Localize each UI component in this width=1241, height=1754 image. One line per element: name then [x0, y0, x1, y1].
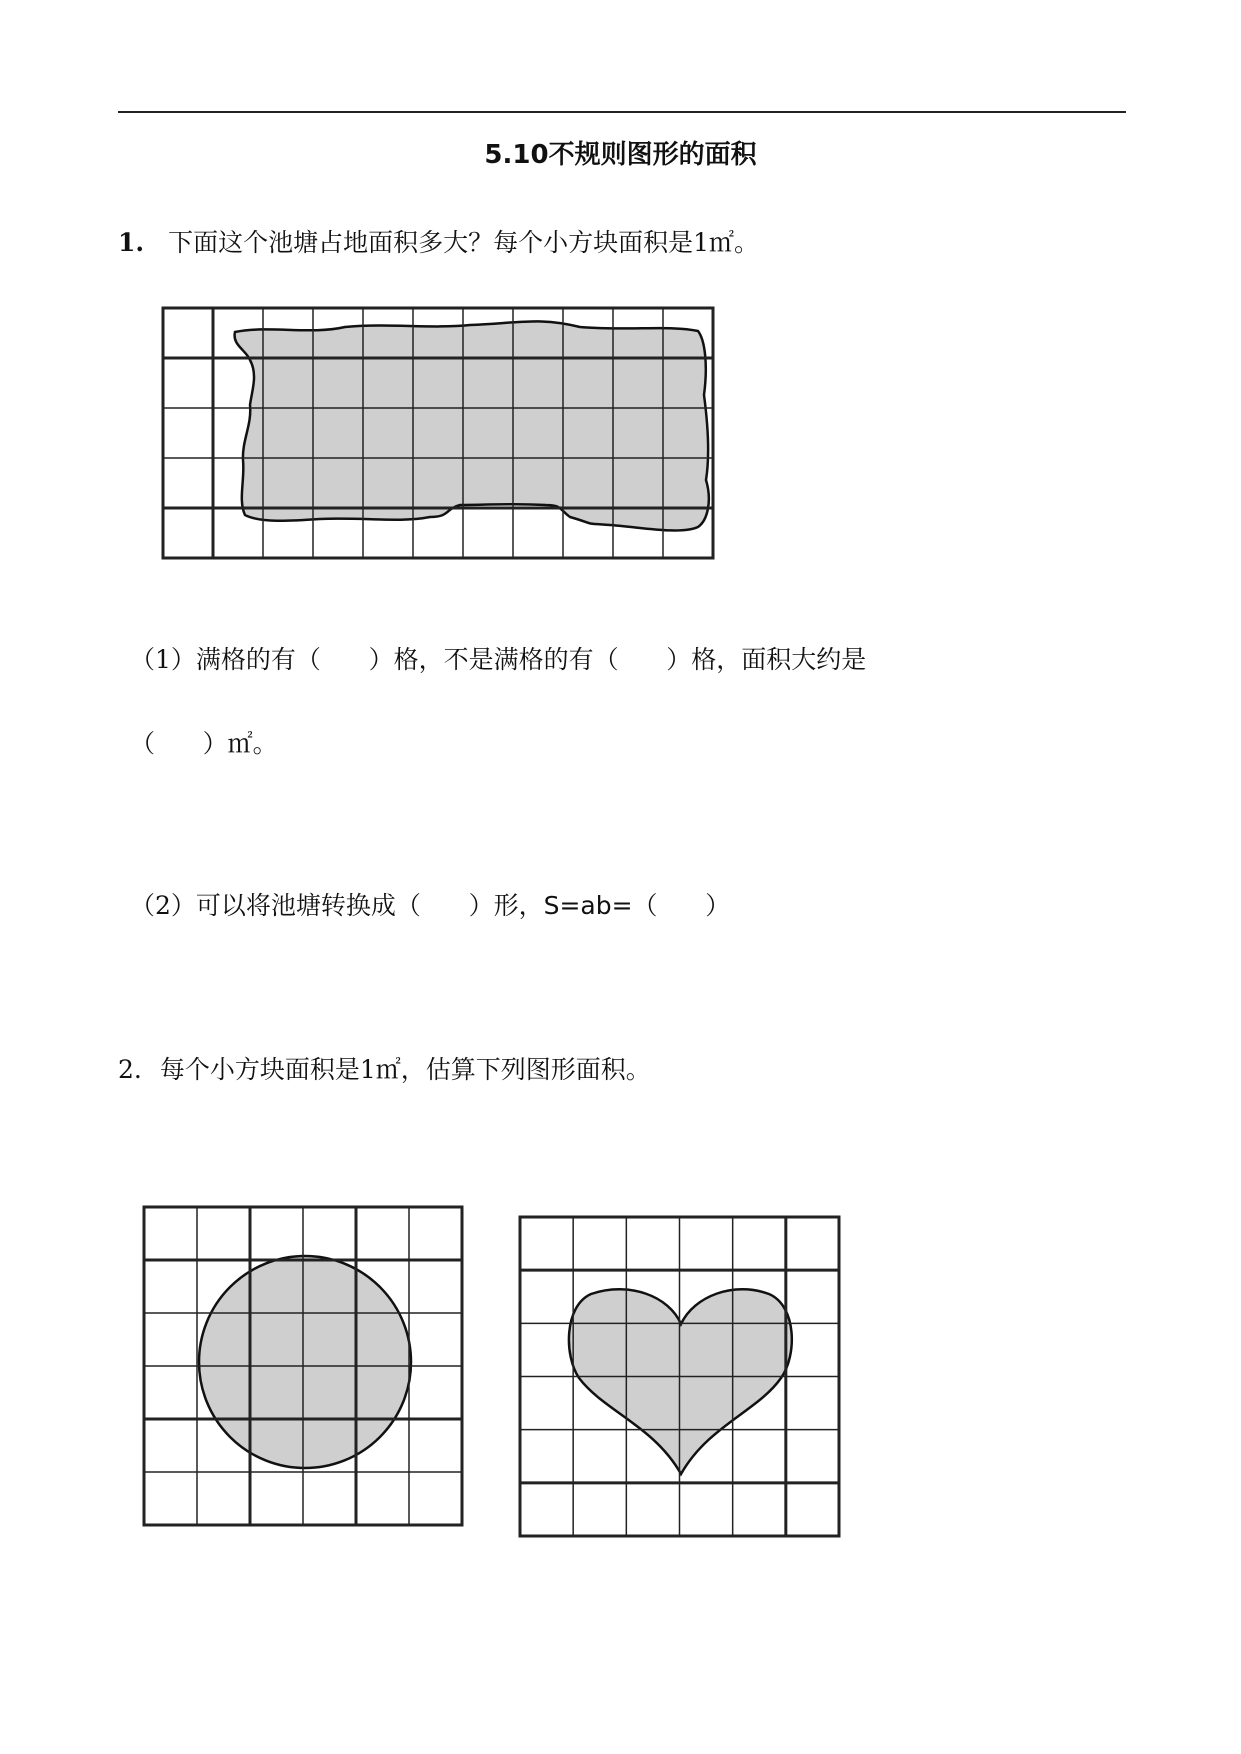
page-title: 5.10不规则图形的面积	[484, 140, 757, 170]
question-1-text: 下面这个池塘占地面积多大？每个小方块面积是1㎡。	[168, 228, 760, 257]
circle-grid-figure	[143, 1206, 463, 1526]
question-1-part-2	[130, 886, 730, 922]
circle-grid-lines	[144, 1207, 462, 1525]
question-1-part-1-line-1: （1）满格的有（ ）格，不是满格的有（ ）格，面积大约是	[130, 645, 867, 674]
question-1-number: 1.	[118, 228, 145, 257]
heart-grid-figure	[519, 1216, 840, 1537]
pond-shape	[235, 321, 709, 530]
question-1-part-2-formula: S=ab=（ ）	[543, 891, 731, 920]
question-1	[118, 223, 759, 259]
question-2-number: 2.	[118, 1055, 142, 1084]
circle-shape	[199, 1256, 411, 1468]
question-2	[118, 1050, 651, 1086]
heart-shape	[569, 1289, 792, 1474]
pond-grid-figure	[160, 305, 720, 565]
heart-grid-lines	[520, 1217, 839, 1536]
question-1-part-1-line-2: （ ）㎡。	[130, 729, 278, 758]
header-rule	[118, 111, 1126, 113]
question-2-text: 每个小方块面积是1㎡，估算下列图形面积。	[159, 1055, 651, 1084]
question-1-part-2-prefix: （2）可以将池塘转换成（ ）形，	[130, 891, 544, 920]
